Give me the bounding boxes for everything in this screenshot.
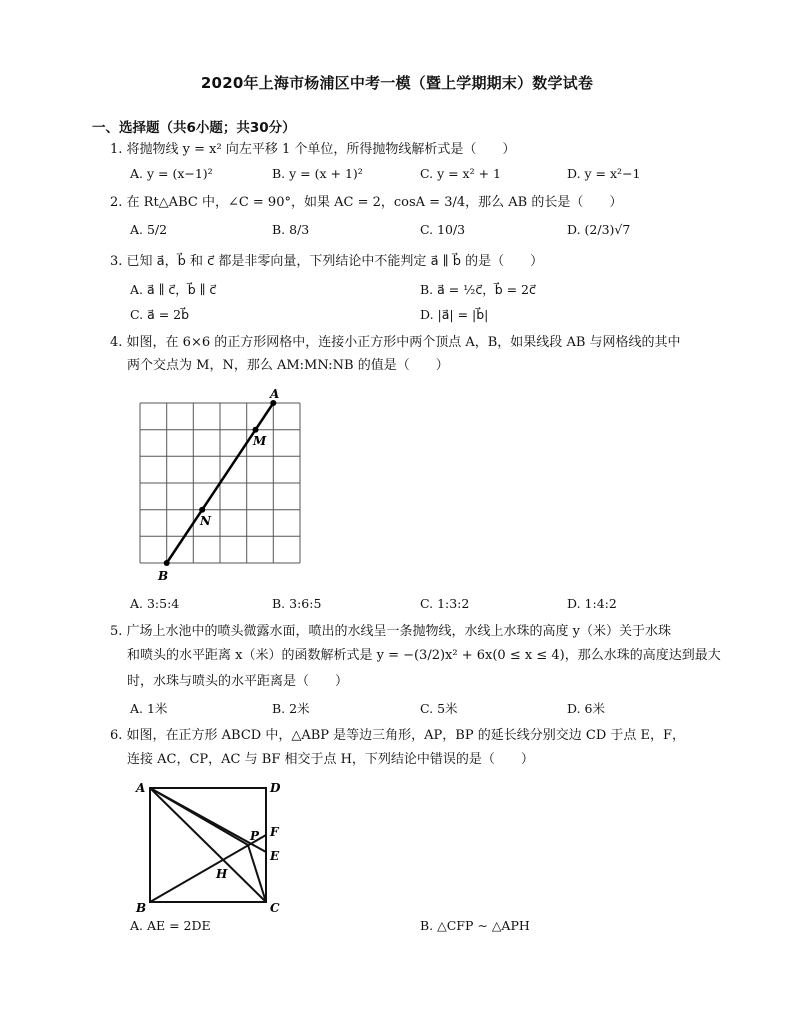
label-b: B [136, 901, 147, 914]
q3-option-a: A. a⃗ ∥ c⃗，b⃗ ∥ c⃗ [130, 282, 217, 297]
label-e: E [270, 849, 280, 863]
label-m: M [253, 434, 267, 448]
q2-option-c: C. 10/3 [420, 222, 466, 237]
q5-option-d: D. 6米 [567, 701, 605, 716]
label-h: H [216, 867, 228, 881]
q5-option-c: C. 5米 [420, 701, 458, 716]
question-4-stem-line1: 4. 如图，在 6×6 的正方形网格中，连接小正方形中两个顶点 A，B，如果线段 AB 与网格线的其中 [110, 335, 681, 350]
label-b: B [158, 569, 169, 583]
label-p: P [250, 829, 260, 843]
q4-grid-figure [120, 383, 320, 583]
label-a: A [136, 781, 146, 795]
label-f: F [270, 825, 279, 839]
point-b [164, 560, 170, 566]
question-6-stem-line1: 6. 如图，在正方形 ABCD 中，△ABP 是等边三角形，AP，BP 的延长线分别交边 CD 于点 E，F， [110, 728, 686, 743]
question-4-stem-line2: 两个交点为 M，N，那么 AM:MN:NB 的值是（ ） [127, 358, 449, 373]
question-5-stem-line2: 和喷头的水平距离 x（米）的函数解析式是 y = −(3/2)x² + 6x(0 ≤ x ≤ 4)，那么水珠的高度达到最大 [127, 648, 721, 663]
q6-option-b: B. △CFP ∼ △APH [420, 918, 530, 933]
q3-option-b: B. a⃗ = ½c⃗，b⃗ = 2c⃗ [420, 282, 536, 297]
q1-option-d: D. y = x²−1 [567, 166, 641, 181]
q5-option-b: B. 2米 [272, 701, 310, 716]
q2-option-a: A. 5/2 [130, 222, 168, 237]
q2-option-b: B. 8/3 [272, 222, 310, 237]
label-a: A [270, 387, 280, 401]
q4-option-d: D. 1:4:2 [567, 596, 617, 611]
q6-square-figure [128, 774, 298, 914]
q1-option-a: A. y = (x−1)² [130, 166, 213, 181]
section-heading: 一、选择题（共6小题；共30分） [92, 120, 296, 136]
q3-option-c: C. a⃗ = 2b⃗ [130, 307, 190, 322]
q4-option-c: C. 1:3:2 [420, 596, 470, 611]
point-n [199, 507, 205, 513]
label-n: N [200, 514, 211, 528]
question-1-stem: 1. 将抛物线 y = x² 向左平移 1 个单位，所得抛物线解析式是（ ） [110, 142, 516, 157]
q4-option-b: B. 3:6:5 [272, 596, 322, 611]
q4-option-a: A. 3:5:4 [130, 596, 180, 611]
point-m [253, 427, 259, 433]
question-3-stem: 3. 已知 a⃗，b⃗ 和 c⃗ 都是非零向量，下列结论中不能判定 a⃗ ∥ b⃗ 的是（ ） [110, 254, 544, 269]
page-title: 2020年上海市杨浦区中考一模（暨上学期期末）数学试卷 [200, 74, 594, 92]
question-2-stem: 2. 在 Rt△ABC 中，∠C = 90°，如果 AC = 2，cosA = 3/4，那么 AB 的长是（ ） [110, 195, 623, 210]
q2-option-d: D. (2/3)√7 [567, 222, 631, 237]
q5-option-a: A. 1米 [130, 701, 168, 716]
q3-option-d: D. |a⃗| = |b⃗| [420, 307, 489, 322]
question-5-stem-line1: 5. 广场上水池中的喷头微露水面，喷出的水线呈一条抛物线，水线上水珠的高度 y（米）关于水珠 [110, 624, 672, 639]
q1-option-c: C. y = x² + 1 [420, 166, 501, 181]
label-d: D [270, 781, 281, 795]
question-6-stem-line2: 连接 AC，CP，AC 与 BF 相交于点 H，下列结论中错误的是（ ） [127, 752, 534, 767]
question-5-stem-line3: 时，水珠与喷头的水平距离是（ ） [127, 674, 349, 689]
q1-option-b: B. y = (x + 1)² [272, 166, 363, 181]
label-c: C [270, 901, 280, 914]
q6-option-a: A. AE = 2DE [130, 918, 211, 933]
